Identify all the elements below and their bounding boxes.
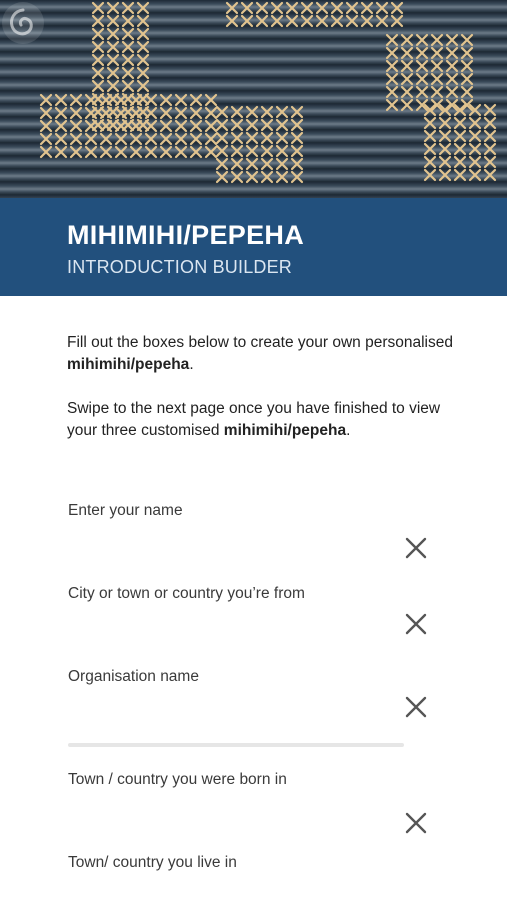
weave-stitch [206, 121, 216, 131]
weave-stitch [71, 121, 81, 131]
weave-stitch [387, 87, 397, 97]
weave-stitch [462, 87, 472, 97]
clear-birthplace-button[interactable] [402, 809, 430, 837]
weave-stitch [101, 147, 111, 157]
weave-stitch [417, 87, 427, 97]
weave-stitch [131, 121, 141, 131]
hero-weave-image [0, 0, 507, 198]
weave-stitch [161, 134, 171, 144]
weave-stitch [123, 42, 133, 52]
weave-stitch [217, 146, 227, 156]
weave-stitch [417, 61, 427, 71]
weave-stitch [86, 147, 96, 157]
weave-stitch [93, 3, 103, 13]
weave-stitch [292, 172, 302, 182]
weave-stitch [292, 159, 302, 169]
weave-stitch [41, 95, 51, 105]
page-subtitle: INTRODUCTION BUILDER [67, 257, 293, 277]
weave-stitch [485, 131, 495, 141]
weave-stitch [176, 134, 186, 144]
weave-stitch [123, 68, 133, 78]
weave-pattern [0, 0, 507, 198]
weave-stitch [425, 144, 435, 154]
weave-stitch [387, 48, 397, 58]
weave-stitch [206, 95, 216, 105]
weave-stitch [191, 121, 201, 131]
intro-text: Swipe to the next page once you have finished to view your three customised [67, 400, 441, 439]
weave-stitch [292, 133, 302, 143]
weave-stitch [485, 157, 495, 167]
weave-stitch [71, 134, 81, 144]
weave-stitch [470, 157, 480, 167]
weave-stitch [101, 108, 111, 118]
weave-stitch [101, 95, 111, 105]
koru-logo-icon [0, 0, 46, 46]
weave-stitch [227, 3, 237, 13]
weave-stitch [262, 133, 272, 143]
weave-stitch [227, 16, 237, 26]
weave-stitch [93, 42, 103, 52]
weave-stitch [257, 3, 267, 13]
weave-stitch [440, 170, 450, 180]
weave-stitch [455, 157, 465, 167]
weave-stitch [123, 55, 133, 65]
weave-stitch [485, 118, 495, 128]
intro-bold-term: mihimihi/pepeha [67, 356, 190, 373]
weave-stitch [71, 95, 81, 105]
page-title: MIHIMIHI/PEPEHA [67, 220, 305, 250]
weave-stitch [71, 147, 81, 157]
weave-stitch [108, 55, 118, 65]
weave-stitch [470, 170, 480, 180]
weave-stitch [138, 3, 148, 13]
weave-stitch [262, 146, 272, 156]
weave-stitch [262, 107, 272, 117]
weave-stitch [131, 108, 141, 118]
weave-stitch [317, 16, 327, 26]
weave-stitch [138, 68, 148, 78]
weave-stitch [108, 68, 118, 78]
weave-stitch [432, 87, 442, 97]
weave-stitch [232, 146, 242, 156]
weave-stitch [138, 81, 148, 91]
close-icon [402, 693, 430, 721]
intro-paragraph-1 [67, 332, 467, 376]
weave-stitch [138, 29, 148, 39]
weave-stitch [387, 100, 397, 110]
weave-stitch [146, 121, 156, 131]
weave-stitch [470, 131, 480, 141]
weave-stitch [131, 147, 141, 157]
weave-stitch [93, 68, 103, 78]
weave-stitch [138, 16, 148, 26]
weave-stitch [362, 3, 372, 13]
weave-stitch [432, 48, 442, 58]
weave-stitch [232, 120, 242, 130]
weave-stitch [447, 87, 457, 97]
weave-stitch [217, 172, 227, 182]
weave-stitch [287, 16, 297, 26]
weave-stitch [402, 48, 412, 58]
weave-stitch [232, 133, 242, 143]
organisation-input[interactable] [68, 693, 388, 723]
weave-stitch [41, 147, 51, 157]
birthplace-field-label: Town / country you were born in [68, 771, 287, 788]
weave-stitch [123, 16, 133, 26]
weave-stitch [392, 3, 402, 13]
weave-stitch [272, 16, 282, 26]
weave-stitch [86, 121, 96, 131]
weave-stitch [86, 95, 96, 105]
weave-stitch [247, 146, 257, 156]
clear-hometown-button[interactable] [402, 610, 430, 638]
weave-stitch [232, 107, 242, 117]
close-icon [402, 809, 430, 837]
birthplace-input[interactable] [68, 808, 388, 838]
weave-stitch [462, 61, 472, 71]
weave-stitch [93, 29, 103, 39]
weave-stitch [206, 147, 216, 157]
weave-stitch [116, 134, 126, 144]
weave-stitch [56, 147, 66, 157]
weave-stitch [108, 16, 118, 26]
close-icon [402, 610, 430, 638]
weave-stitch [292, 146, 302, 156]
weave-stitch [56, 121, 66, 131]
weave-stitch [292, 120, 302, 130]
weave-stitch [392, 16, 402, 26]
residence-field-label: Town/ country you live in [68, 854, 237, 871]
weave-stitch [262, 159, 272, 169]
intro-bold-term: mihimihi/pepeha [223, 422, 347, 439]
weave-stitch [123, 29, 133, 39]
weave-stitch [432, 61, 442, 71]
weave-stitch [485, 144, 495, 154]
weave-stitch [440, 131, 450, 141]
hometown-input[interactable] [68, 610, 388, 640]
weave-stitch [217, 107, 227, 117]
weave-stitch [217, 133, 227, 143]
weave-stitch [417, 35, 427, 45]
weave-stitch [362, 16, 372, 26]
weave-stitch [470, 144, 480, 154]
close-icon [402, 534, 430, 562]
weave-stitch [432, 74, 442, 84]
weave-stitch [417, 74, 427, 84]
weave-stitch [161, 95, 171, 105]
weave-stitch [262, 172, 272, 182]
weave-stitch [302, 16, 312, 26]
weave-stitch [206, 108, 216, 118]
weave-stitch [232, 172, 242, 182]
weave-stitch [146, 108, 156, 118]
weave-stitch [402, 35, 412, 45]
weave-stitch [247, 133, 257, 143]
weave-stitch [425, 170, 435, 180]
weave-stitch [455, 131, 465, 141]
weave-stitch [262, 120, 272, 130]
name-input[interactable] [68, 533, 388, 563]
weave-stitch [108, 81, 118, 91]
weave-stitch [146, 134, 156, 144]
weave-stitch [86, 108, 96, 118]
weave-stitch [176, 108, 186, 118]
weave-stitch [425, 118, 435, 128]
weave-stitch [332, 3, 342, 13]
weave-stitch [277, 146, 287, 156]
weave-stitch [242, 16, 252, 26]
weave-stitch [93, 81, 103, 91]
weave-stitch [191, 134, 201, 144]
weave-stitch [247, 107, 257, 117]
weave-stitch [161, 121, 171, 131]
weave-stitch [101, 134, 111, 144]
weave-stitch [116, 147, 126, 157]
weave-stitch [242, 3, 252, 13]
weave-stitch [292, 107, 302, 117]
weave-stitch [116, 95, 126, 105]
weave-stitch [191, 95, 201, 105]
weave-stitch [217, 159, 227, 169]
weave-stitch [470, 118, 480, 128]
weave-stitch [93, 16, 103, 26]
weave-stitch [317, 3, 327, 13]
weave-stitch [56, 95, 66, 105]
weave-stitch [387, 74, 397, 84]
weave-stitch [71, 108, 81, 118]
weave-stitch [191, 147, 201, 157]
weave-stitch [447, 61, 457, 71]
weave-stitch [123, 3, 133, 13]
weave-stitch [146, 147, 156, 157]
weave-stitch [462, 74, 472, 84]
weave-stitch [387, 35, 397, 45]
weave-stitch [176, 95, 186, 105]
intro-text: Fill out the boxes below to create your own personalised [67, 334, 453, 351]
weave-stitch [402, 61, 412, 71]
weave-stitch [41, 108, 51, 118]
clear-name-button[interactable] [402, 534, 430, 562]
weave-stitch [277, 120, 287, 130]
weave-stitch [217, 120, 227, 130]
weave-stitch [377, 3, 387, 13]
weave-stitch [287, 3, 297, 13]
weave-stitch [176, 121, 186, 131]
weave-stitch [116, 121, 126, 131]
weave-stitch [108, 42, 118, 52]
weave-stitch [277, 107, 287, 117]
weave-stitch [146, 95, 156, 105]
weave-stitch [247, 172, 257, 182]
weave-stitch [56, 108, 66, 118]
weave-stitch [447, 48, 457, 58]
weave-stitch [93, 55, 103, 65]
weave-stitch [247, 120, 257, 130]
weave-stitch [447, 74, 457, 84]
weave-stitch [455, 144, 465, 154]
weave-stitch [277, 172, 287, 182]
clear-organisation-button[interactable] [402, 693, 430, 721]
weave-stitch [108, 3, 118, 13]
hometown-field-label: City or town or country you’re from [68, 585, 305, 602]
weave-stitch [161, 147, 171, 157]
weave-stitch [41, 121, 51, 131]
weave-stitch [191, 108, 201, 118]
weave-stitch [277, 159, 287, 169]
weave-stitch [206, 134, 216, 144]
intro-punctuation: . [189, 356, 194, 373]
weave-stitch [377, 16, 387, 26]
weave-stitch [257, 16, 267, 26]
weave-stitch [402, 87, 412, 97]
weave-stitch [138, 42, 148, 52]
weave-stitch [272, 3, 282, 13]
weave-stitch [332, 16, 342, 26]
weave-stitch [447, 35, 457, 45]
weave-stitch [425, 131, 435, 141]
weave-stitch [485, 170, 495, 180]
weave-stitch [176, 147, 186, 157]
weave-stitch [455, 118, 465, 128]
weave-stitch [440, 144, 450, 154]
weave-stitch [41, 134, 51, 144]
weave-stitch [116, 108, 126, 118]
weave-stitch [123, 81, 133, 91]
weave-stitch [462, 48, 472, 58]
weave-stitch [302, 3, 312, 13]
weave-stitch [86, 134, 96, 144]
weave-stitch [440, 118, 450, 128]
weave-stitch [347, 16, 357, 26]
intro-paragraph-2 [67, 398, 467, 442]
intro-punctuation: . [346, 422, 351, 439]
weave-stitch [138, 55, 148, 65]
weave-stitch [485, 105, 495, 115]
weave-stitch [462, 35, 472, 45]
weave-stitch [455, 170, 465, 180]
weave-stitch [101, 121, 111, 131]
weave-stitch [402, 100, 412, 110]
weave-stitch [247, 159, 257, 169]
weave-stitch [417, 48, 427, 58]
weave-stitch [131, 134, 141, 144]
weave-stitch [402, 74, 412, 84]
weave-stitch [387, 61, 397, 71]
organisation-field-label: Organisation name [68, 668, 199, 685]
weave-stitch [277, 133, 287, 143]
weave-stitch [131, 95, 141, 105]
weave-stitch [432, 35, 442, 45]
weave-stitch [440, 157, 450, 167]
weave-stitch [425, 157, 435, 167]
scroll-divider [68, 743, 404, 747]
name-field-label: Enter your name [68, 502, 183, 519]
weave-stitch [56, 134, 66, 144]
weave-stitch [161, 108, 171, 118]
weave-stitch [347, 3, 357, 13]
weave-stitch [232, 159, 242, 169]
weave-stitch [108, 29, 118, 39]
